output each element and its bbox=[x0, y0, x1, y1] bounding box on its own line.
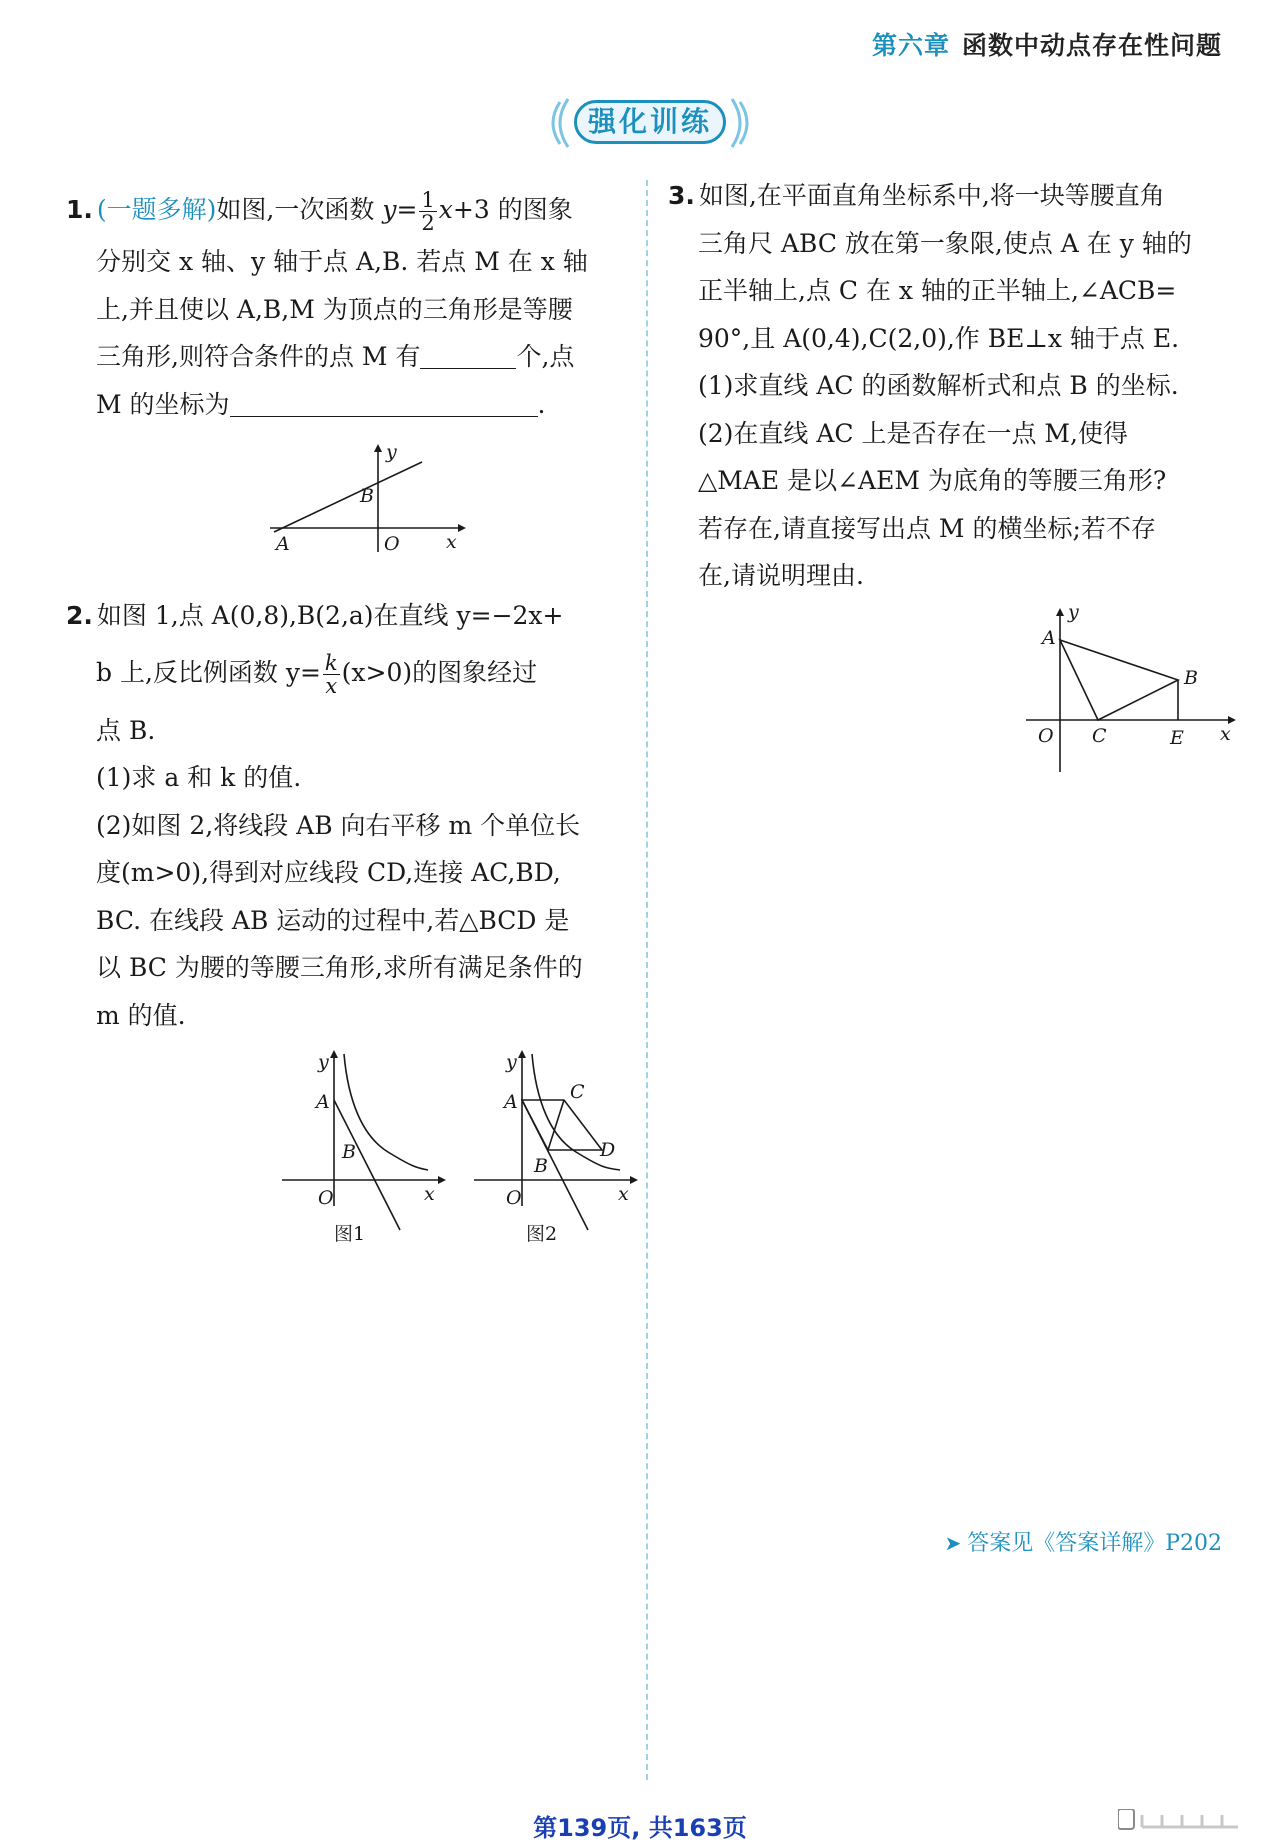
problem-1-line-5: M 的坐标为 . bbox=[96, 389, 546, 419]
problem-3-line-6: (2)在直线 AC 上是否存在一点 M,使得 bbox=[698, 418, 1128, 448]
problem-3-line-8: 若存在,请直接写出点 M 的横坐标;若不存 bbox=[698, 513, 1156, 543]
problem-1-line-3: 上,并且使以 A,B,M 为顶点的三角形是等腰 bbox=[96, 294, 573, 324]
label-y: y bbox=[386, 441, 397, 463]
problem-3-line-9: 在,请说明理由. bbox=[698, 561, 864, 590]
label-E: E bbox=[1170, 727, 1184, 749]
label-O: O bbox=[506, 1187, 522, 1209]
label-B: B bbox=[1184, 667, 1198, 689]
problem-3-line-5: (1)求直线 AC 的函数解析式和点 B 的坐标. bbox=[698, 371, 1179, 400]
chapter-name: 函数中动点存在性问题 bbox=[961, 31, 1222, 60]
problem-tag: (一题多解) bbox=[96, 195, 217, 224]
label-B: B bbox=[534, 1155, 548, 1177]
problem-2-line-2: b 上,反比例函数 y= $\frac{k}{x}$ (x>0)的图象经过 bbox=[96, 651, 538, 698]
figure-1 bbox=[262, 440, 472, 560]
watermark-logo-icon bbox=[1118, 1809, 1240, 1831]
label-B: B bbox=[360, 485, 374, 507]
problem-1-line-1: 1. (一题多解)如图,一次函数 y= $\frac{1}{2}$ x+3 的图象 bbox=[66, 188, 573, 235]
problem-3-line-1: 3. 如图,在平面直角坐标系中,将一块等腰直角 bbox=[668, 181, 1165, 210]
column-divider bbox=[646, 180, 648, 1780]
label-y: y bbox=[318, 1051, 329, 1073]
caption-fig-2: 图2 bbox=[526, 1223, 558, 1245]
problem-2-line-7: BC. 在线段 AB 运动的过程中,若△BCD 是 bbox=[96, 905, 570, 935]
caption-fig-1: 图1 bbox=[334, 1223, 366, 1245]
problem-number: 3. bbox=[668, 181, 695, 210]
problem-number: 2. bbox=[66, 601, 93, 630]
problem-3 bbox=[668, 172, 1248, 600]
label-O: O bbox=[318, 1187, 334, 1209]
problem-2 bbox=[66, 594, 636, 1039]
label-x: x bbox=[446, 531, 457, 553]
fraction: $\frac{k}{x}$ bbox=[324, 651, 338, 698]
label-D: D bbox=[600, 1139, 616, 1161]
problem-2-line-1: 2. 如图 1,点 A(0,8),B(2,a)在直线 y=−2x+ bbox=[66, 601, 564, 630]
label-C: C bbox=[570, 1081, 585, 1103]
label-A: A bbox=[504, 1091, 518, 1113]
chapter-number: 第六章 bbox=[871, 31, 950, 60]
answer-reference-text: 答案见《答案详解》P202 bbox=[967, 1531, 1222, 1556]
problem-1 bbox=[66, 182, 636, 428]
problem-2-line-4: (1)求 a 和 k 的值. bbox=[96, 763, 302, 792]
answer-blank[interactable] bbox=[420, 340, 516, 369]
section-title-banner bbox=[538, 94, 762, 152]
problem-2-line-3: 点 B. bbox=[96, 716, 156, 745]
label-x: x bbox=[618, 1183, 629, 1205]
figure-2-2 bbox=[470, 1040, 650, 1250]
problem-3-line-4: 90°,且 A(0,4),C(2,0),作 BE⊥x 轴于点 E. bbox=[698, 323, 1180, 353]
problem-1-line-4: 三角形,则符合条件的点 M 有 个,点 bbox=[96, 342, 575, 371]
label-A: A bbox=[276, 533, 290, 555]
problem-3-line-2: 三角尺 ABC 放在第一象限,使点 A 在 y 轴的 bbox=[698, 228, 1192, 258]
label-O: O bbox=[384, 533, 400, 555]
figure-2-1 bbox=[278, 1040, 448, 1250]
section-title: 强化训练 bbox=[574, 100, 726, 144]
problem-number: 1. bbox=[66, 195, 93, 224]
problem-2-line-9: m 的值. bbox=[96, 1000, 186, 1030]
label-x: x bbox=[1220, 723, 1231, 745]
answer-reference[interactable] bbox=[944, 1526, 1222, 1557]
figure-3 bbox=[1020, 600, 1240, 780]
label-A: A bbox=[1042, 627, 1056, 649]
problem-3-line-3: 正半轴上,点 C 在 x 轴的正半轴上,∠ACB= bbox=[698, 276, 1177, 305]
label-O: O bbox=[1038, 725, 1054, 747]
problem-3-line-7: △MAE 是以∠AEM 为底角的等腰三角形? bbox=[698, 466, 1167, 495]
problem-2-line-6: 度(m>0),得到对应线段 CD,连接 AC,BD, bbox=[96, 858, 561, 887]
arrow-right-icon: ➤ bbox=[944, 1531, 962, 1555]
fraction: $\frac{1}{2}$ bbox=[421, 188, 435, 235]
chapter-header bbox=[872, 26, 1222, 62]
page-footer: 第139页, 共163页 bbox=[533, 1814, 747, 1842]
problem-2-line-8: 以 BC 为腰的等腰三角形,求所有满足条件的 bbox=[96, 953, 583, 982]
problem-2-line-5: (2)如图 2,将线段 AB 向右平移 m 个单位长 bbox=[96, 810, 581, 840]
label-B: B bbox=[342, 1141, 356, 1163]
answer-blank[interactable] bbox=[230, 388, 538, 417]
label-y: y bbox=[1068, 601, 1079, 623]
label-C: C bbox=[1092, 725, 1107, 747]
label-y: y bbox=[506, 1051, 517, 1073]
problem-1-line-2: 分别交 x 轴、y 轴于点 A,B. 若点 M 在 x 轴 bbox=[96, 247, 588, 276]
label-x: x bbox=[424, 1183, 435, 1205]
label-A: A bbox=[316, 1091, 330, 1113]
